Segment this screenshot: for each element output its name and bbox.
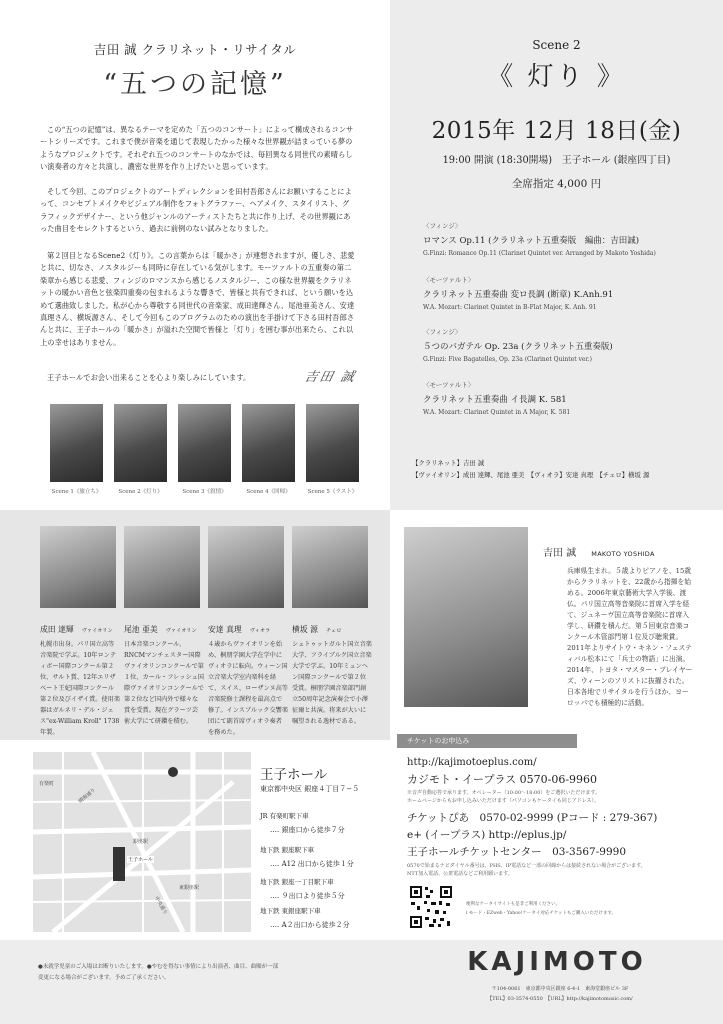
ticket-oji-note: NTT加入電話、公衆電話などご利用願います。 [407, 871, 513, 877]
scene-5-photo [306, 404, 359, 482]
scene-2-caption: Scene 2《灯り》 [118, 489, 163, 495]
artist-role: ヴィオラ [249, 628, 271, 634]
scene-1-caption: Scene 1《旅立ち》 [51, 489, 102, 495]
program-title-en: W.A. Mozart: Clarinet Quintet in B-Flat Major, K. Anh. 91 [423, 304, 597, 311]
map-label: 東銀座駅 [179, 885, 200, 891]
artist-card [208, 617, 288, 738]
venue-marker [113, 847, 125, 881]
access-detail: ‥‥ A12 出口から徒歩１分 [270, 860, 354, 868]
map-label: 有楽町 [39, 781, 55, 787]
scene-3-caption: Scene 3《叙情》 [182, 489, 227, 495]
access-item [260, 877, 380, 901]
program-title-en: W.A. Mozart: Clarinet Quintet in A Major, K. 581 [423, 409, 571, 416]
series-title: “五つの記憶” [103, 69, 287, 100]
program-item [423, 327, 713, 363]
main-artist-photo [404, 527, 528, 707]
access-item [260, 811, 380, 835]
artist-name: 安達 真理 [208, 625, 242, 634]
scene-title: 《 灯り 》 [487, 62, 626, 92]
main-artist-name: 吉田 誠 [543, 548, 577, 559]
ticket-kajimoto-note: ホームページからもお申し込みいただけます（パソコンもケータイも同じアドレス）。 [407, 798, 600, 804]
main-artist-bio: 兵庫県生まれ。５歳よりピアノを、15歳からクラリネットを、22歳から指揮を始める。2006年東京藝術大学入学後、渡仏。パリ国立高等音楽院に首席入学を経て、ジュネーヴ国立高等音楽院に首席入学し、研鑽を積んだ。第５回東京音楽コンクール木管部門第１位及び聴衆賞。2011年よりサイトウ・キネン・フェスティバル松本にて「兵士の物語」に出演。2014年、トヨタ・マスター・プレイヤーズ、ウィーンのソリストに抜擢された。日本各地でリサイタルを行うほか、ヨーロッパでも積極的に活動。 [567, 567, 693, 707]
program-item [423, 275, 713, 311]
artist-card [124, 617, 204, 727]
access-line: 地下鉄 銀座一丁目駅下車 [260, 878, 334, 886]
map-label: 中央通り [152, 895, 169, 916]
qr-note: i モード・EZweb・Yahoo!ケータイ対応チケットもご購入いただけます。 [466, 911, 617, 916]
program-title-en: G.Finzi: Romance Op.11 (Clarinet Quintet ver. Arranged by Makoto Yoshida) [423, 250, 656, 257]
intro-paragraph-1: この“五つの記憶”は、異なるテーマを定めた「五つのコンサート」によって構成されるコンサートシリーズです。これまで僕が音楽を通じて表現したかった様々な世界観が詰まっている夢のようなプロジェクトです。それぞれ五つのコンサートのなかでは、毎回異なる同世代の素晴らしい演奏者の方々と共演し、濃密な世界を作り上げたいと思っています。 [40, 125, 354, 172]
access-item [260, 906, 380, 930]
ticket-price: 全席指定 4,000 円 [511, 178, 602, 190]
footer-address: 〒104-0061 東京都中央区銀座 6-4-1 東海堂銀座ビル 3F [491, 986, 629, 992]
scene-label: Scene 2 [532, 38, 581, 52]
artist-card [292, 617, 372, 727]
program-title-en: G.Finzi: Five Bagatelles, Op. 23a (Clarinet Quintet ver.) [423, 356, 592, 363]
access-line: JR 有楽町駅下車 [260, 812, 309, 820]
time-venue: 19:00 開演 (18:30開場) 王子ホール (銀座四丁目) [442, 155, 671, 166]
ticket-oji-note: 0570で始まるナビダイヤル番号は、PHS、IP電話など一部の回線からは接続されない場合がございます。 [407, 863, 646, 869]
program-title: クラリネット五重奏曲 イ長調 K. 581 [423, 395, 567, 405]
performers-line-1: 【クラリネット】吉田 誠 [412, 459, 485, 467]
station-marker [168, 767, 178, 777]
qr-code[interactable] [409, 885, 453, 929]
footer-contact: 【TEL】03-3574-0550 【URL】http://kajimotomusic.com/ [487, 996, 633, 1002]
ticket-pia: チケットぴあ 0570-02-9999 (Pコード : 279-367) [407, 812, 658, 824]
ticket-url-kajimoto[interactable]: http://kajimotoeplus.com/ [407, 757, 537, 768]
main-artist-name-en: MAKOTO YOSHIDA [591, 550, 655, 558]
program-item [423, 221, 713, 257]
artist-bio: 札幌市出身。パリ国立高等音楽院で学ぶ。10年ロンティボー国際コンクール第２位、サルト賞、12年エリザベート王妃国際コンクール第２位及びイザイ賞。使用楽器はガルネリ・デル・ジェス"ex-William Kroll" 1738年製。 [40, 641, 121, 736]
artist-photo [40, 526, 116, 608]
performers-line-2: 【ヴァイオリン】成田 達輝、尾池 亜美 【ヴィオラ】安達 真理 【チェロ】横坂 源 [412, 471, 650, 479]
map-label-venue: 王子ホール [128, 857, 153, 863]
map-label: 銀座駅 [133, 839, 149, 845]
artist-role: ヴァイオリン [165, 628, 197, 634]
program-title: クラリネット五重奏曲 変ロ長調 (断章) K.Anh.91 [423, 290, 614, 300]
program-title: ５つのバガテル Op. 23a (クラリネット五重奏版) [423, 342, 613, 352]
venue-address: 東京都中央区 銀座４丁目７−５ [260, 785, 360, 793]
signature: 吉田 誠 [302, 370, 358, 385]
program-composer: 〈モーツァルト〉 [423, 381, 475, 389]
ticket-kajimoto-note: ※音声自動応答で承ります。オペレーター（10:00〜18:00）をご選択いただけます。 [407, 790, 601, 796]
intro-paragraph-2: そして今回、このプロジェクトのアートディレクションを田村吾郎さんにお願いすることによって、コンセプトメイクやビジュアル制作をフォトグラファー、ヘアメイク、スタイリスト、グラフィックデザイナー、という他ジャンルのアーティストたちと共に作り上げ、その世界観にあった曲目をセレクトするという、過去に前例のない試みとなりました。 [40, 187, 352, 234]
artist-name: 成田 達輝 [40, 625, 74, 634]
artist-bio: 日本音楽コンクール、RNCMマンチェスター国際ヴァイオリンコンクールで第１位、カール・フレッシュ国際ヴァイオリンコンクールで第２位など国内外で様々な賞を受賞。現在グラーツ芸術大学にて研鑽を積む。 [124, 641, 204, 725]
artist-card [40, 617, 120, 738]
access-detail: ‥‥ 銀座口から徒歩７分 [270, 826, 345, 834]
ticket-oji: 王子ホールチケットセンター 03-3567-9990 [407, 846, 627, 858]
footer-note: ●未就学児童のご入場はお断りいたします。●やむを得ない事情により出演者、曲目、曲順が一部 [38, 964, 279, 970]
access-line: 地下鉄 東銀座駅下車 [260, 907, 321, 915]
kajimoto-logo: KAJIMOTO [467, 947, 647, 977]
venue-name: 王子ホール [260, 767, 328, 783]
venue-map [33, 752, 251, 932]
artist-role: チェロ [325, 628, 342, 634]
scene-3-photo [178, 404, 231, 482]
recital-subtitle: 吉田 誠 クラリネット・リサイタル [93, 42, 297, 57]
program-composer: 〈モーツァルト〉 [423, 276, 475, 284]
concert-date: 2015年 12月 18日(金) [431, 118, 682, 144]
access-detail: ‥‥ ９出口より徒歩５分 [270, 892, 345, 900]
artist-photo [208, 526, 284, 608]
scene-4-caption: Scene 4《回帰》 [246, 489, 291, 495]
qr-code-image [409, 885, 453, 929]
artist-role: ヴァイオリン [81, 628, 113, 634]
artist-bio: ４歳からヴァイオリンを始め、桐朋学園大学在学中にヴィオラに転向。ウィーン国立音楽大学室内楽科を経て、スイス、ローザンヌ高等音楽院修士課程を最高点で修了。インスブルック交響楽団にて副首席ヴィオラ奏者を務めた。 [208, 641, 289, 736]
scene-5-caption: Scene 5《ラスト》 [307, 489, 358, 495]
qr-note: 便利なケータイサイトも是非ご利用ください。 [466, 902, 561, 907]
access-item [260, 845, 380, 869]
artist-photo [292, 526, 368, 608]
scene-2-photo [114, 404, 167, 482]
artist-photo [124, 526, 200, 608]
artist-name: 横坂 源 [292, 625, 318, 634]
program-title: ロマンス Op.11 (クラリネット五重奏版 編曲：吉田誠) [423, 236, 640, 246]
ticket-kajimoto-phone: カジモト・イープラス 0570-06-9960 [407, 773, 598, 786]
program-composer: 〈フィンジ〉 [423, 222, 462, 230]
intro-paragraph-3: 第２回目となるScene2《灯り》。この言葉からは「暖かさ」が連想されますが、優しさ、悲愛と共に、切なさ、ノスタルジーも同時に存在している気がします。モーツァルトの五重奏の第二楽章から感じる悲愛、フィンジのロマンスから感じるノスタルジー、この様な世界観をクラリネットの暖かい音色と弦楽四重奏の包まれるような響きで、皆様と共有できれば、という願いを込めて選曲致しました。私が心から尊敬する同世代の音楽家、成田達輝さん、尾池亜美さん、安達真理さん、横坂源さん、そして今回もこのプログラムのための演出を手掛けて下さる田村吾郎さんと共に、王子ホールの「暖かさ」が溢れた空間で皆様と「灯り」を囲む事が出来たら、これ以上の幸せはありません。 [40, 251, 355, 347]
map-label: 晴海通り [77, 787, 97, 805]
artist-name: 尾池 亜美 [124, 625, 158, 634]
main-artist-heading [543, 541, 655, 560]
ticket-header: チケットのお申込み [397, 734, 577, 748]
access-detail: ‥‥ A２出口から徒歩２分 [270, 921, 350, 929]
ticket-eplus[interactable]: e+ (イープラス) http://eplus.jp/ [407, 829, 567, 841]
program-item [423, 380, 713, 416]
intro-paragraph-4: 王子ホールでお会い出来ることを心より楽しみにしています。 [47, 373, 251, 382]
artist-bio: シュトゥットガルト国立音楽大学、フライブルク国立音楽大学で学ぶ。10年ミュンヘン国際コンクールで第２位受賞。桐朋学園音楽部門創立50周年記念演奏会で小澤征爾と共演。将来が大いに嘱望される逸材である。 [292, 641, 372, 725]
program-composer: 〈フィンジ〉 [423, 328, 462, 336]
scene-1-photo [50, 404, 103, 482]
scene-4-photo [242, 404, 295, 482]
access-line: 地下鉄 銀座駅下車 [260, 846, 315, 854]
footer-note: 変更になる場合がございます。予めご了承ください。 [38, 975, 170, 981]
